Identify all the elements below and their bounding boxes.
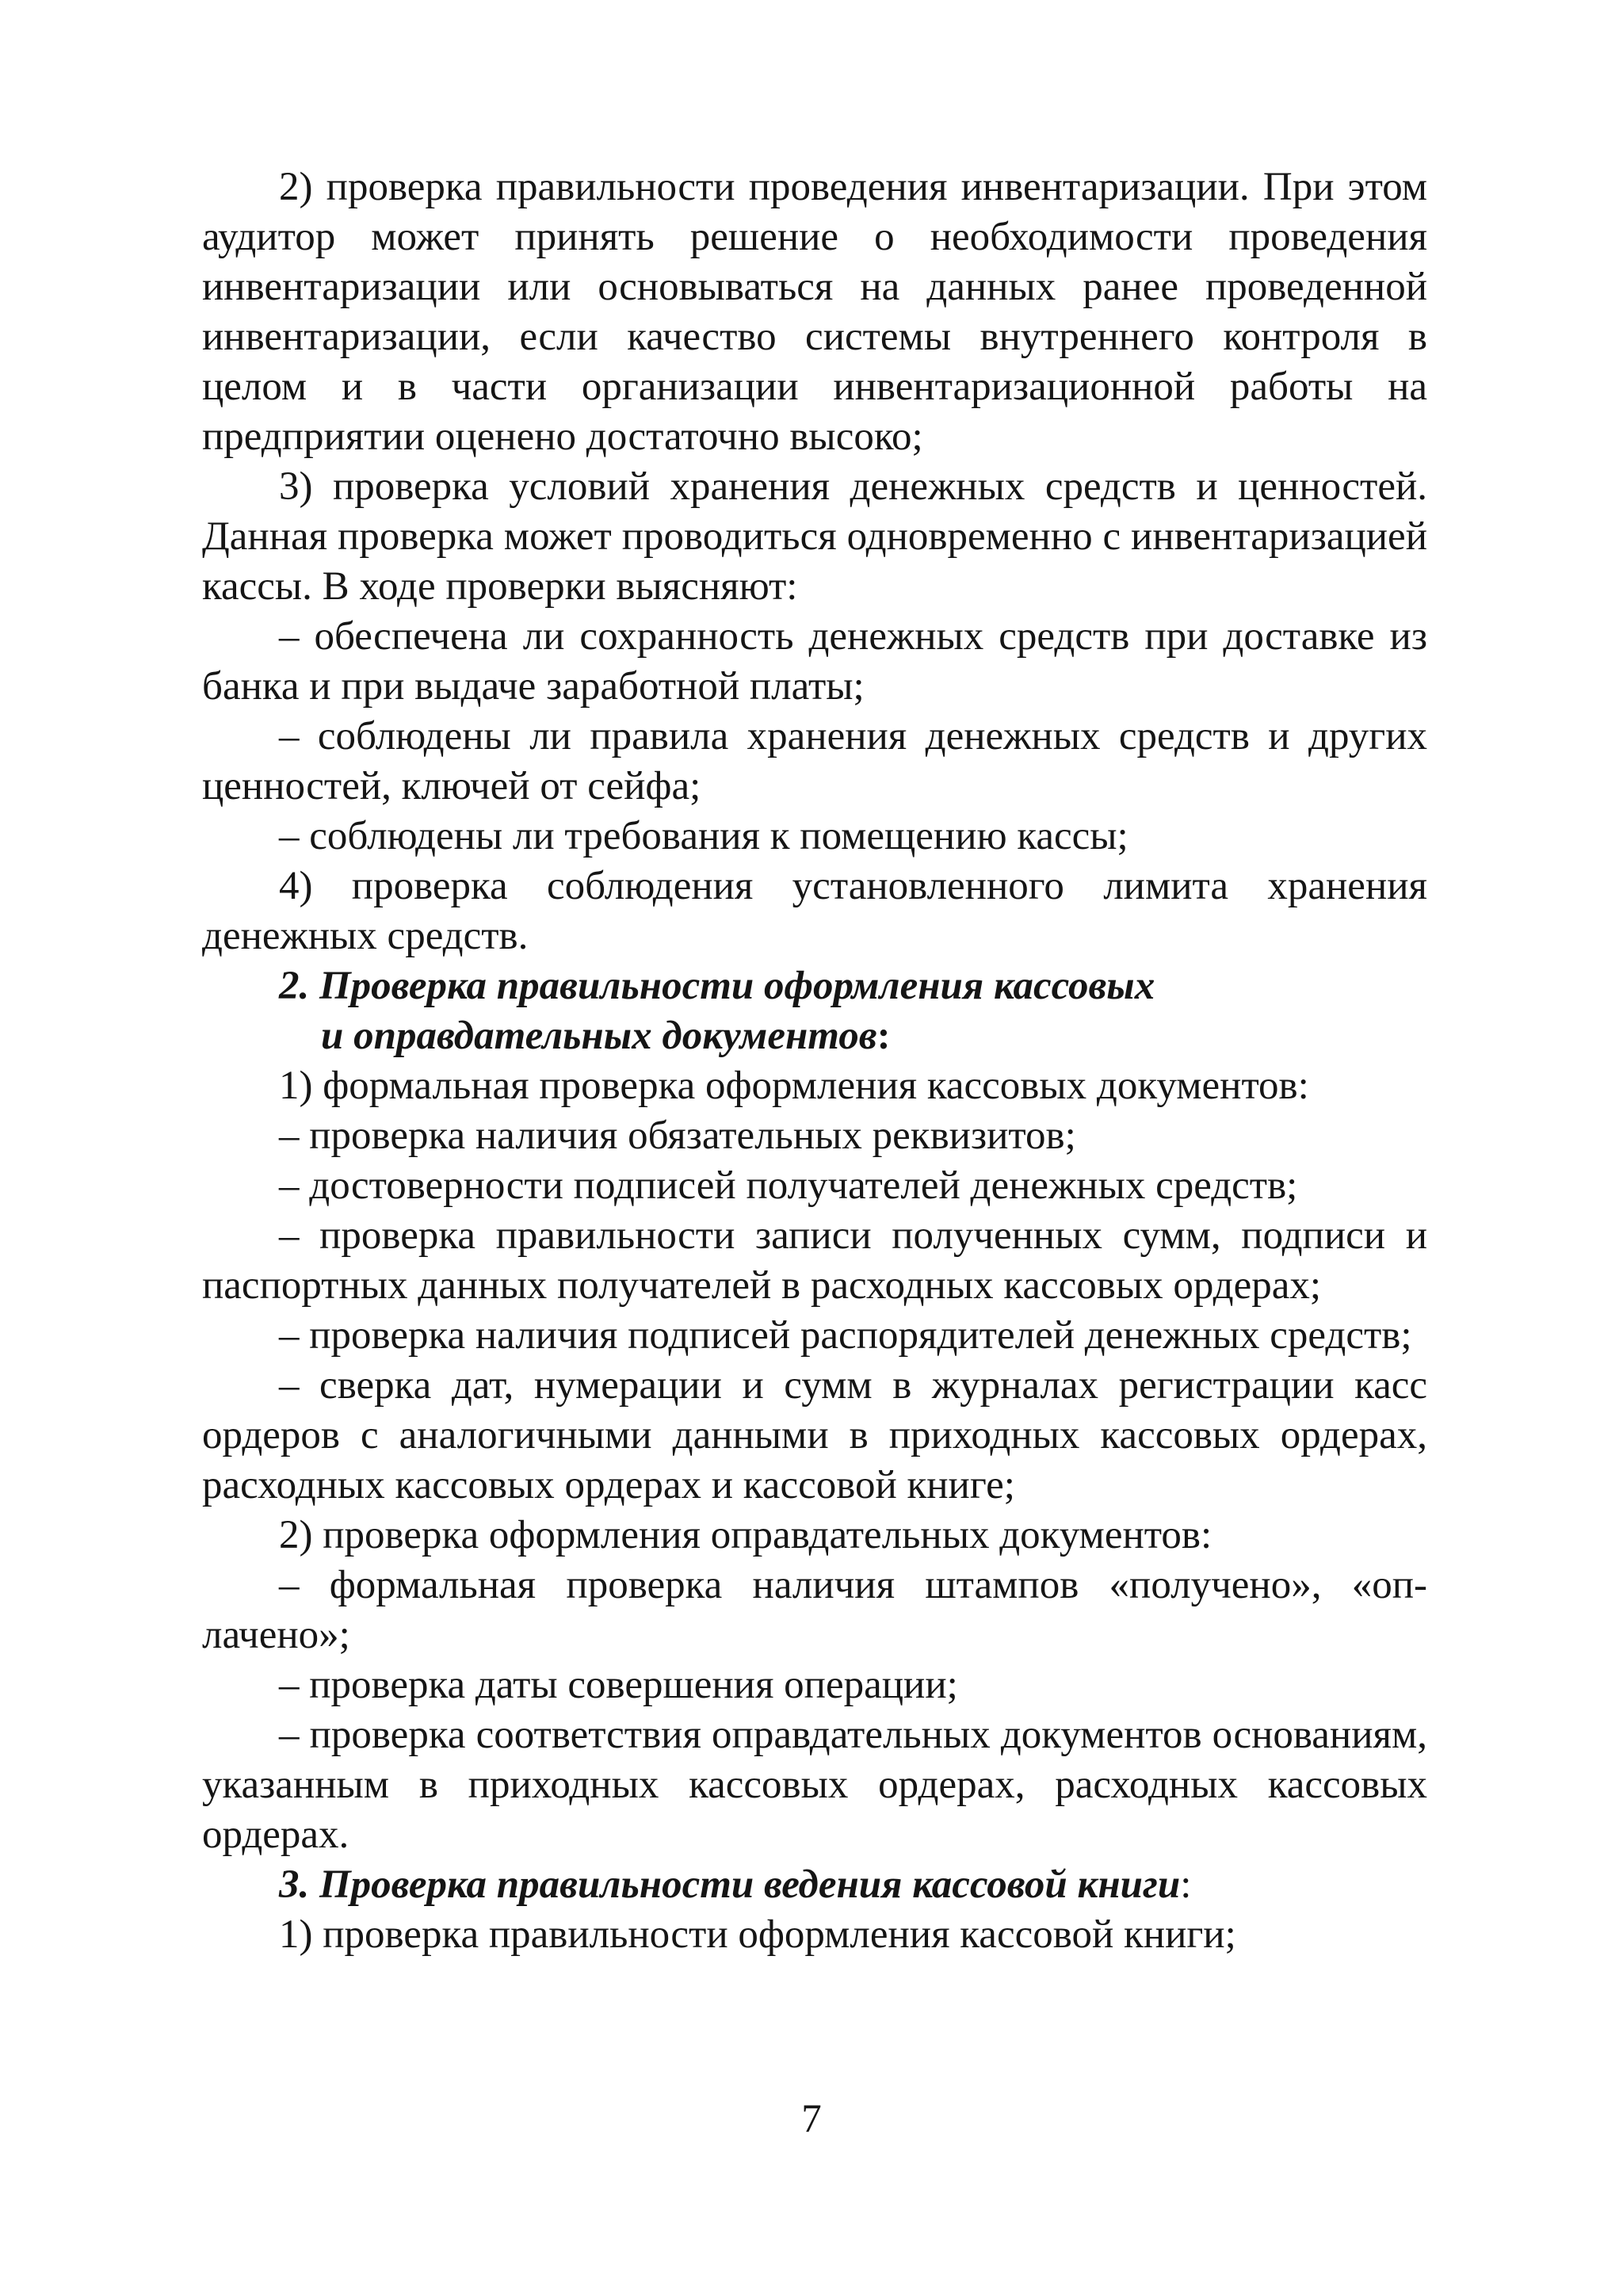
section-heading-2-colon: :: [876, 1014, 891, 1058]
paragraph-inventory-check: 2) проверка правильности проведения инвентаризации. При этом аудитор может принять решение о необходимости проведения инвентаризации или основываться на данных ранее проведенной инвентаризации, если качество системы внутреннего контроля в целом и в части организации инвентаризационной работы на предприятии оценено достаточно высоко;: [202, 165, 1427, 459]
section-heading-2: [202, 961, 1427, 1061]
paragraph-storage-conditions: 3) проверка условий хранения денежных средств и ценностей. Данная проверка может проводиться одновременно с инвентаризацией кассы. В ходе проверки выясняют:: [202, 464, 1427, 609]
list-item-cash-room: – соблюдены ли требования к помещению кассы;: [279, 814, 1128, 858]
list-item-grounds-match: – проверка соответствия оправдательных документов основаниям, указанным в приходных кассовых ордерах, расходных кассовых ордерах.: [202, 1713, 1427, 1857]
section-heading-2-line1: 2. Проверка правильности оформления кассовых: [279, 964, 1155, 1008]
list-item-storage-rules: – соблюдены ли правила хранения денежных средств и других ценностей, ключей от сейфа;: [202, 714, 1427, 808]
list-item-manager-signatures: – проверка наличия подписей распорядителей денежных средств;: [279, 1313, 1412, 1358]
paragraph-cashbook-check: 1) проверка правильности оформления кассовой книги;: [279, 1912, 1236, 1957]
section-heading-3-text: 3. Проверка правильности ведения кассовой книги: [279, 1862, 1181, 1907]
list-item-amounts-passport: – проверка правильности записи полученных сумм, подписи и паспортных данных получателей в расходных кассовых ордерах;: [202, 1213, 1427, 1308]
list-item-operation-date: – проверка даты совершения операции;: [279, 1663, 958, 1707]
list-item-stamps: – формальная проверка наличия штампов «получено», «оплачено»;: [202, 1563, 1427, 1657]
paragraph-cash-limit: 4) проверка соблюдения установленного лимита хранения денежных средств.: [202, 864, 1427, 958]
list-item-signatures: – достоверности подписей получателей денежных средств;: [279, 1163, 1298, 1208]
list-item-required-details: – проверка наличия обязательных реквизитов;: [279, 1114, 1076, 1158]
list-item-journal-reconciliation: – сверка дат, нумерации и сумм в журналах регистрации касс ордеров с аналогичными данными в приходных кассовых ордерах, расходных кассовых ордерах и кассовой книге;: [202, 1363, 1427, 1507]
list-item-safety-delivery: – обеспечена ли сохранность денежных средств при доставке из банка и при выдаче заработной платы;: [202, 614, 1427, 709]
page-number: 7: [801, 2097, 822, 2141]
paragraph-supporting-docs: 2) проверка оформления оправдательных документов:: [279, 1513, 1212, 1557]
paragraph-formal-check: 1) формальная проверка оформления кассовых документов:: [279, 1064, 1309, 1108]
page-body: [202, 162, 1427, 1960]
section-heading-3-colon: :: [1180, 1862, 1192, 1907]
section-heading-3: [202, 1860, 1427, 1910]
section-heading-2-line2: и оправдательных документов: [321, 1014, 877, 1058]
